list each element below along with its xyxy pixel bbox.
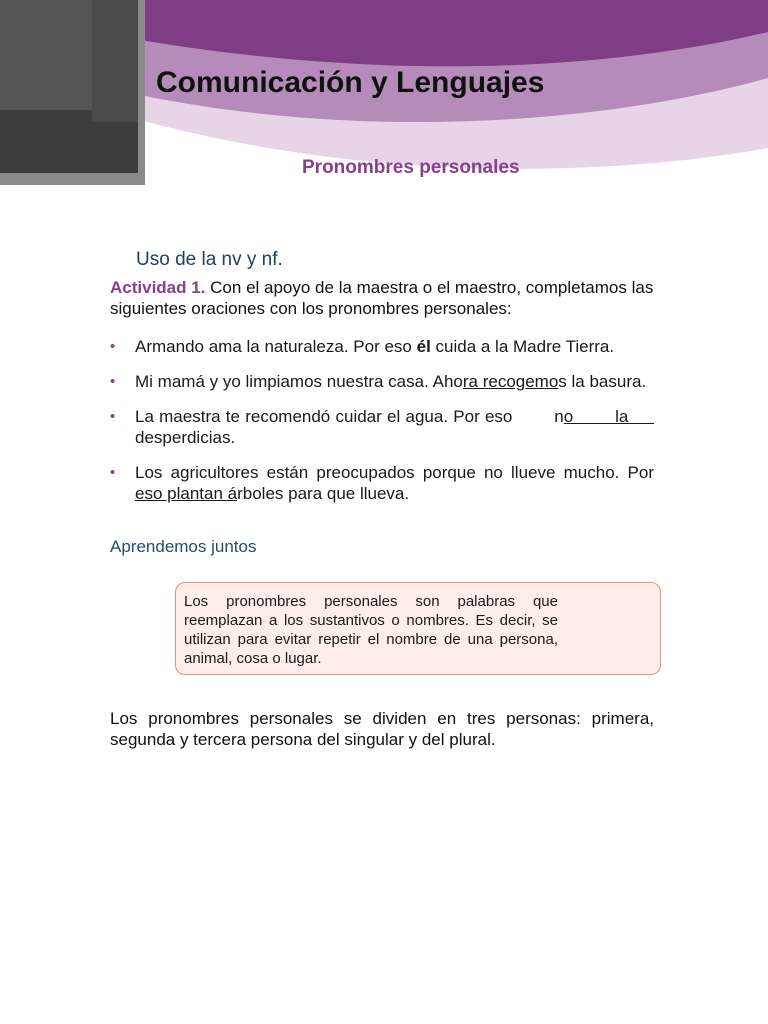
- list-item: [110, 371, 654, 392]
- sentence-blank: o la: [563, 407, 654, 426]
- activity-text: Con el apoyo de la maestra o el maestro, completamos las siguientes oraciones con los pronombres personales:: [110, 278, 654, 318]
- sentence-after: cuida a la Madre Tierra.: [430, 337, 615, 356]
- list-item: [110, 406, 654, 448]
- header-gray-block: [0, 0, 145, 185]
- sentence-after: rboles para que llueva.: [237, 484, 410, 503]
- bullet-icon: •: [110, 464, 116, 481]
- sentence-before: La maestra te recomendó cuidar el agua. Por eso n: [135, 407, 564, 426]
- list-item: [110, 336, 654, 357]
- activity-instruction: [110, 277, 654, 319]
- sentence-after: s la basura.: [558, 372, 647, 391]
- header-gray-tab: [92, 0, 138, 122]
- activity-label: Actividad 1.: [110, 278, 206, 297]
- definition-box: [175, 582, 661, 675]
- sentence-blank: eso plantan á: [135, 484, 238, 503]
- sentence-bold: él: [416, 337, 431, 356]
- sentence-after: desperdicias.: [135, 428, 236, 447]
- sentence-before: Mi mamá y yo limpiamos nuestra casa. Aho: [135, 372, 463, 391]
- list-item: [110, 462, 654, 504]
- sentence-before: Los agricultores están preocupados porque no llueve mucho. Por: [135, 463, 654, 482]
- closing-paragraph: Los pronombres personales se dividen en tres personas: primera, segunda y tercera persona del singular y del plural.: [110, 709, 654, 749]
- bullet-icon: •: [110, 373, 116, 390]
- definition-text: Los pronombres personales son palabras que reemplazan a los sustantivos o nombres. Es decir, se utilizan para evitar repetir el nombre de una persona, animal, cosa o lugar.: [184, 593, 558, 667]
- bullet-icon: •: [110, 338, 116, 355]
- sentence-before: Armando ama la naturaleza. Por eso: [135, 337, 417, 356]
- page-subtitle: Pronombres personales: [302, 157, 520, 178]
- aprendemos-heading: Aprendemos juntos: [110, 537, 257, 556]
- bullet-icon: •: [110, 408, 116, 425]
- section-heading: Uso de la nv y nf.: [136, 249, 283, 270]
- page-title: Comunicación y Lenguajes: [156, 66, 545, 99]
- sentence-list: [110, 336, 654, 518]
- sentence-blank: ra recogemo: [462, 372, 559, 391]
